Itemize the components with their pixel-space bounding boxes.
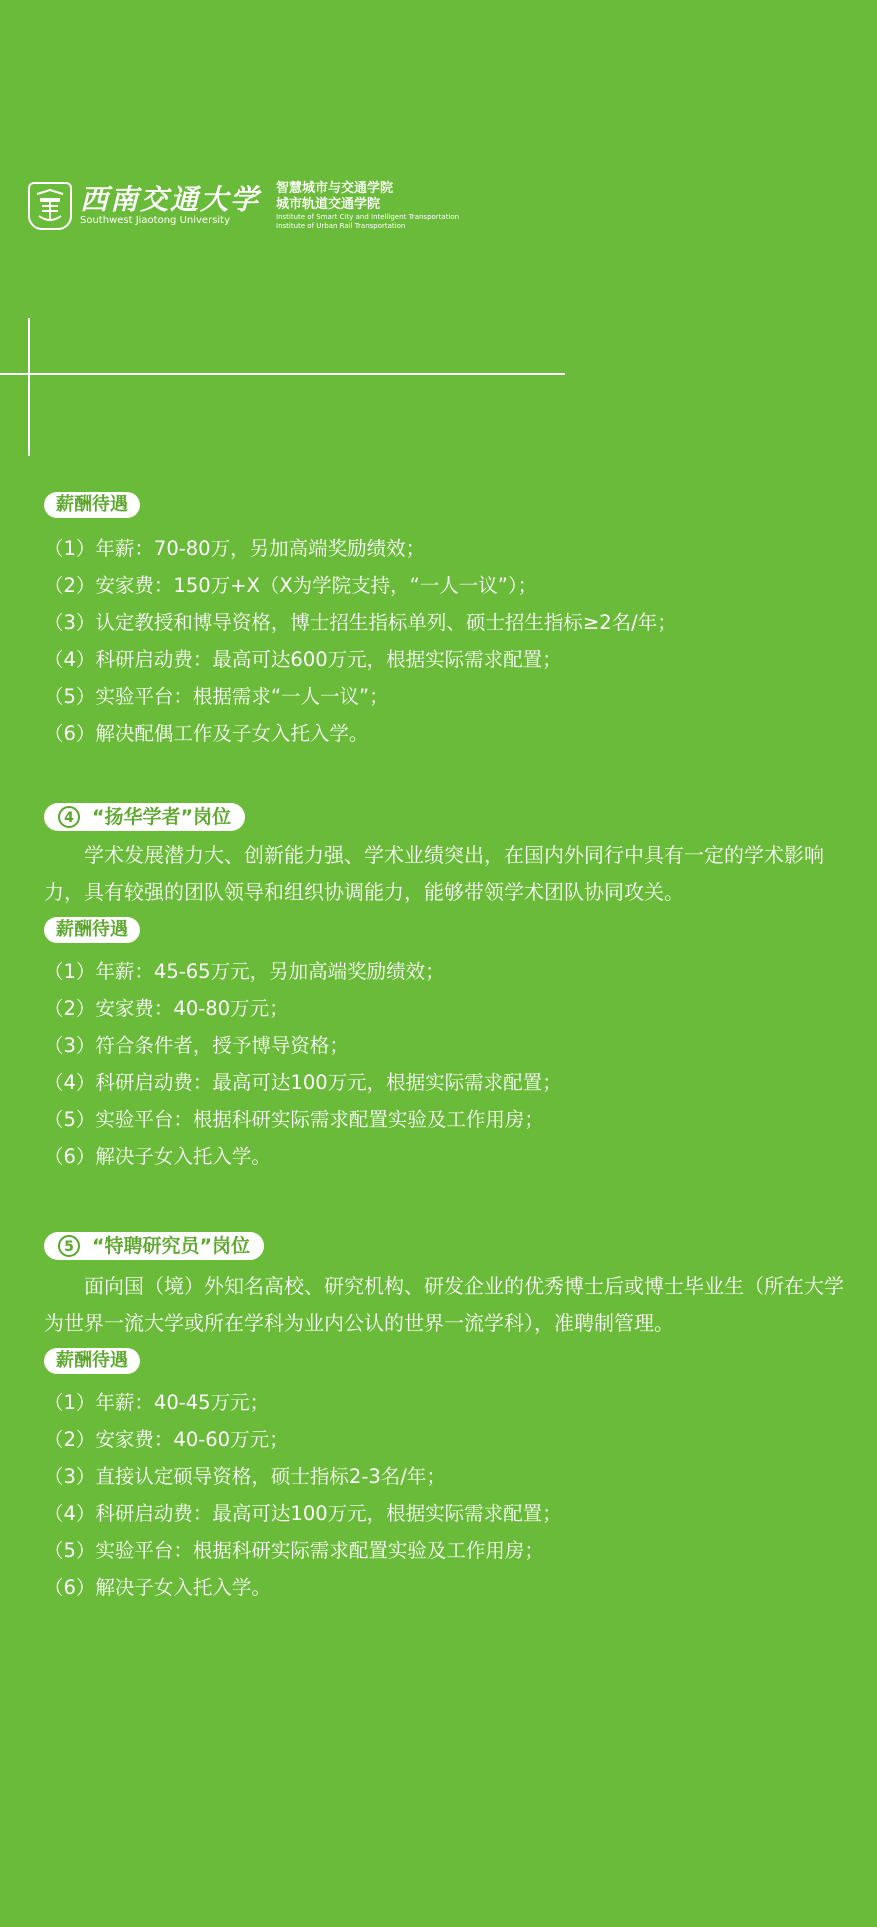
list-item: （2）安家费：40-80万元； xyxy=(44,997,289,1020)
list-item: （1）年薪：40-45万元； xyxy=(44,1391,270,1414)
block2-title-pill xyxy=(44,803,245,831)
block3-number-badge: 5 xyxy=(58,1235,80,1257)
block2-number-badge: 4 xyxy=(58,806,80,828)
header-logo xyxy=(28,180,459,232)
university-name-en: Southwest Jiaotong University xyxy=(80,215,231,226)
list-item: （3）认定教授和博导资格，博士招生指标单列、硕士招生指标≥2名/年； xyxy=(44,611,677,634)
block2-list xyxy=(44,953,844,1175)
list-item: （6）解决子女入托入学。 xyxy=(44,1145,271,1168)
list-item: （6）解决配偶工作及子女入托入学。 xyxy=(44,722,369,745)
list-item: （2）安家费：150万+X（X为学院支持，“一人一议”）； xyxy=(44,574,538,597)
block3-title-pill xyxy=(44,1232,264,1260)
block3-description: 面向国（境）外知名高校、研究机构、研发企业的优秀博士后或博士毕业生（所在大学为世界一流大学或所在学科为业内公认的世界一流学科），准聘制管理。 xyxy=(44,1274,844,1335)
block1-section xyxy=(44,492,844,752)
university-name-cn: 西南交通大学 xyxy=(80,183,261,216)
block1-list xyxy=(44,530,844,752)
institute-name-en-1: Institute of Smart City and Intelligent Transportation xyxy=(276,213,460,221)
block3-title: “特聘研究员”岗位 xyxy=(92,1235,250,1257)
list-item: （1）年薪：70-80万，另加高端奖励绩效； xyxy=(44,537,426,560)
block3-list xyxy=(44,1384,844,1606)
block2-title: “扬华学者”岗位 xyxy=(92,806,231,828)
block3-section xyxy=(44,1232,844,1606)
list-item: （4）科研启动费：最高可达600万元，根据实际需求配置； xyxy=(44,648,562,671)
decorative-horizontal-line xyxy=(0,373,565,375)
list-item: （3）直接认定硕导资格，硕士指标2-3名/年； xyxy=(44,1465,446,1488)
list-item: （5）实验平台：根据科研实际需求配置实验及工作用房； xyxy=(44,1539,544,1562)
list-item: （5）实验平台：根据需求“一人一议”； xyxy=(44,685,389,708)
institute-name-cn-1: 智慧城市与交通学院 xyxy=(276,181,394,196)
list-item: （1）年薪：45-65万元，另加高端奖励绩效； xyxy=(44,960,445,983)
institute-name-en-2: Institute of Urban Rail Transportation xyxy=(276,222,406,230)
list-item: （5）实验平台：根据科研实际需求配置实验及工作用房； xyxy=(44,1108,544,1131)
list-item: （6）解决子女入托入学。 xyxy=(44,1576,271,1599)
block2-description: 学术发展潜力大、创新能力强、学术业绩突出，在国内外同行中具有一定的学术影响力，具有较强的团队领导和组织协调能力，能够带领学术团队协同攻关。 xyxy=(44,843,824,904)
block1-pay-label: 薪酬待遇 xyxy=(44,492,140,518)
block2-pay-label: 薪酬待遇 xyxy=(44,917,140,943)
institute-name-cn-2: 城市轨道交通学院 xyxy=(276,197,381,212)
block2-section xyxy=(44,803,844,1175)
block3-pay-label: 薪酬待遇 xyxy=(44,1348,140,1374)
list-item: （4）科研启动费：最高可达100万元，根据实际需求配置； xyxy=(44,1502,562,1525)
list-item: （3）符合条件者，授予博导资格； xyxy=(44,1034,349,1057)
list-item: （4）科研启动费：最高可达100万元，根据实际需求配置； xyxy=(44,1071,562,1094)
list-item: （2）安家费：40-60万元； xyxy=(44,1428,289,1451)
university-emblem-icon xyxy=(28,182,72,230)
decorative-vertical-line xyxy=(28,318,30,456)
